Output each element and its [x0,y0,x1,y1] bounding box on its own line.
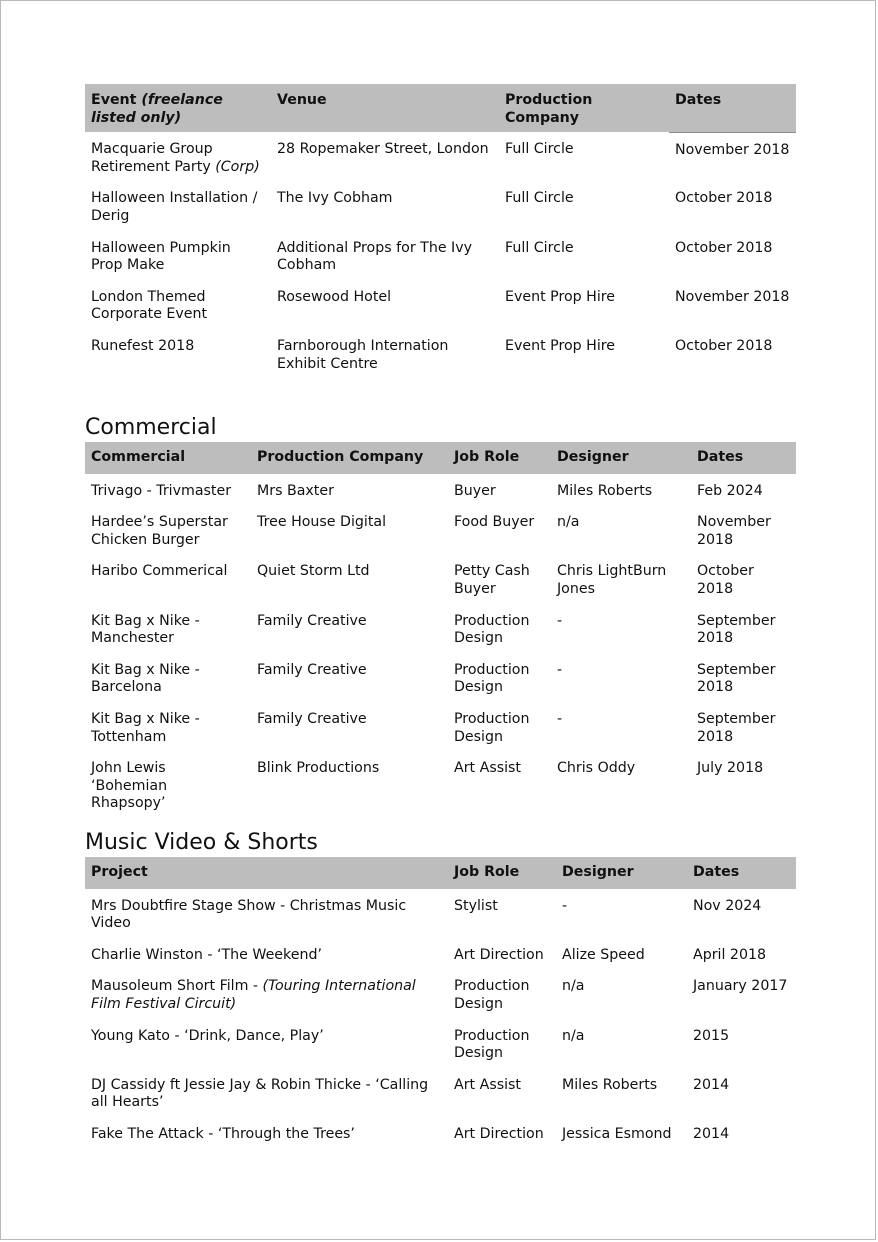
dates-cell: October 2018 [675,239,773,256]
commercial-cell: Kit Bag x Nike - Tottenham [91,710,200,745]
dates-cell: 2014 [693,1076,730,1093]
table-row [85,939,796,971]
table-row [85,1069,796,1118]
role-cell: Art Direction [454,1125,544,1142]
table-row [85,970,796,1019]
table-row [85,654,796,703]
role-cell: Production Design [454,710,530,745]
designer-cell: Jessica Esmond [562,1125,672,1142]
table-row [85,889,796,939]
project-cell: DJ Cassidy ft Jessie Jay & Robin Thicke - ‘Calling all Hearts’ [91,1076,429,1111]
music-video-table [85,857,796,1150]
table-row [85,232,796,281]
dates-cell: November 2018 [675,141,790,158]
dates-cell: 2014 [693,1125,730,1142]
events-table [85,84,796,379]
header-event: Event (freelance listed only) [85,84,271,132]
header-commercial: Commercial [85,442,251,474]
role-cell: Art Assist [454,760,521,777]
venue-cell: The Ivy Cobham [277,190,393,207]
company-cell: Blink Productions [257,760,380,777]
header-designer: Designer [551,442,691,474]
role-cell: Petty Cash Buyer [454,563,530,597]
dates-cell: July 2018 [697,760,764,777]
role-cell: Production Design [454,661,530,696]
table-row [85,555,796,604]
commercial-cell: Kit Bag x Nike - Manchester [91,612,200,647]
section-title-commercial: Commercial [85,415,217,440]
dates-cell: January 2017 [693,978,788,995]
table-row [85,182,796,231]
dates-cell: November 2018 [697,514,771,548]
dates-cell: September 2018 [697,710,776,745]
designer-cell: Chris Oddy [557,760,636,777]
events-header-row [85,84,796,132]
header-venue: Venue [271,84,499,132]
venue-cell: Additional Props for The Ivy Cobham [277,239,473,274]
table-row [85,1020,796,1069]
header-project: Project [85,857,448,889]
dates-cell: 2015 [693,1027,730,1044]
company-cell: Event Prop Hire [505,288,616,305]
table-row [85,474,796,507]
company-cell: Quiet Storm Ltd [257,563,370,580]
designer-cell: - [562,897,568,914]
table-row [85,1118,796,1150]
commercial-cell: John Lewis ‘Bohemian Rhapsopy’ [91,760,168,812]
designer-cell: n/a [562,978,585,995]
role-cell: Production Design [454,612,530,647]
table-row [85,132,796,182]
dates-cell: Feb 2024 [697,482,763,499]
commercial-table [85,442,796,819]
dates-cell: October 2018 [697,563,754,597]
project-cell: Mausoleum Short Film - (Touring International Film Festival Circuit) [91,978,416,1012]
role-cell: Production Design [454,978,530,1012]
designer-cell: Chris LightBurn Jones [557,563,667,597]
role-cell: Food Buyer [454,514,535,531]
dates-cell: October 2018 [675,337,773,354]
designer-cell: - [557,710,563,727]
company-cell: Full Circle [505,239,574,256]
commercial-cell: Trivago - Trivmaster [91,482,232,499]
table-row [85,605,796,654]
designer-cell: Miles Roberts [557,482,653,499]
header-job-role: Job Role [448,857,556,889]
table-row [85,330,796,379]
designer-cell: Miles Roberts [562,1076,658,1093]
table-row [85,703,796,752]
commercial-cell: Hardee’s Superstar Chicken Burger [91,514,228,548]
project-cell: Charlie Winston - ‘The Weekend’ [91,946,322,963]
venue-cell: Farnborough Internation Exhibit Centre [277,337,449,372]
event-cell: London Themed Corporate Event [91,288,208,323]
company-cell: Family Creative [257,612,367,629]
section-title-music-video: Music Video & Shorts [85,830,318,855]
role-cell: Art Assist [454,1076,521,1093]
company-cell: Event Prop Hire [505,337,616,354]
table-row [85,752,796,819]
commercial-header-row [85,442,796,474]
company-cell: Family Creative [257,661,367,678]
dates-cell: April 2018 [693,946,767,963]
dates-cell: September 2018 [697,661,776,696]
project-cell: Young Kato - ‘Drink, Dance, Play’ [91,1027,324,1044]
commercial-cell: Haribo Commerical [91,563,228,580]
company-cell: Full Circle [505,190,574,207]
header-dates: Dates [691,442,796,474]
role-cell: Buyer [454,482,496,499]
dates-cell: September 2018 [697,612,776,647]
header-dates: Dates [687,857,796,889]
venue-cell: 28 Ropemaker Street, London [277,141,489,158]
project-cell: Fake The Attack - ‘Through the Trees’ [91,1125,355,1142]
company-cell: Mrs Baxter [257,482,334,499]
designer-cell: - [557,661,563,678]
event-cell: Halloween Installation / Derig [91,190,258,224]
designer-cell: n/a [557,514,580,531]
company-cell: Full Circle [505,141,574,158]
role-cell: Production Design [454,1027,530,1062]
event-cell: Macquarie Group Retirement Party (Corp) [91,141,260,175]
event-cell: Halloween Pumpkin Prop Make [91,239,231,274]
designer-cell: Alize Speed [562,946,645,963]
project-cell: Mrs Doubtfire Stage Show - Christmas Music Video [91,897,407,932]
header-dates: Dates [669,84,796,132]
dates-cell: November 2018 [675,288,790,305]
header-designer: Designer [556,857,687,889]
header-production-company: Production Company [251,442,448,474]
role-cell: Art Direction [454,946,544,963]
venue-cell: Rosewood Hotel [277,288,392,305]
company-cell: Family Creative [257,710,367,727]
designer-cell: n/a [562,1027,585,1044]
event-cell: Runefest 2018 [91,337,195,354]
commercial-cell: Kit Bag x Nike - Barcelona [91,661,200,696]
header-job-role: Job Role [448,442,551,474]
table-row [85,281,796,330]
header-production-company: Production Company [499,84,669,132]
music-header-row [85,857,796,889]
table-row [85,506,796,555]
dates-cell: October 2018 [675,190,773,207]
designer-cell: - [557,612,563,629]
role-cell: Stylist [454,897,498,914]
dates-cell: Nov 2024 [693,897,762,914]
company-cell: Tree House Digital [257,514,387,531]
